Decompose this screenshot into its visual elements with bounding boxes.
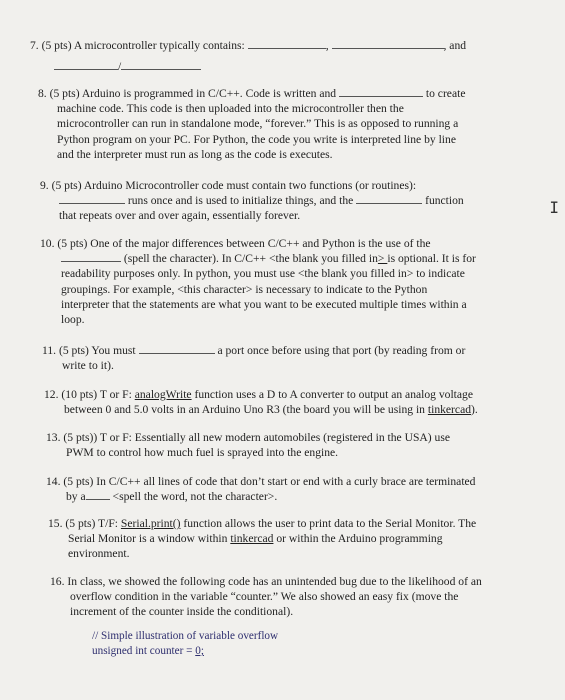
question-text: is optional. It is for <box>387 252 476 266</box>
question-text: Python program on your PC. For Python, the code you write is interpreted line by line <box>57 132 456 146</box>
question-8 <box>38 86 465 162</box>
question-number: 7. <box>30 39 39 52</box>
question-text: readability purposes only. In python, you must use <the blank you filled in> to indicate <box>61 267 465 281</box>
question-text: ). <box>471 403 478 417</box>
code-text: 0; <box>195 645 204 657</box>
question-14 <box>46 474 475 504</box>
answer-blank[interactable] <box>54 59 118 70</box>
question-text: increment of the counter inside the conditional). <box>70 605 294 619</box>
question-7 <box>30 38 466 74</box>
question-text: PWM to control how much fuel is sprayed into the engine. <box>66 446 339 460</box>
question-text: (5 pts) Arduino is programmed in C/C++. Code is written and <box>49 87 339 100</box>
question-text: write to it). <box>62 359 114 373</box>
question-number: 13. <box>46 431 61 444</box>
question-text: interpreter that the statements are what you want to be executed multiple times within a <box>61 297 467 311</box>
answer-blank[interactable] <box>139 343 215 354</box>
question-text: by a <box>66 490 86 504</box>
question-text: tinkercad <box>230 532 274 546</box>
question-number: 12. <box>44 388 59 401</box>
question-text: , <box>325 39 329 52</box>
question-text: (spell the character). In C/C++ <the blank you filled in <box>121 252 378 266</box>
question-text: microcontroller can run in standalone mode, “forever.” This is as opposed to running a <box>57 117 459 131</box>
question-number: 11. <box>42 344 57 357</box>
question-text: / <box>118 60 122 74</box>
question-text: (5 pts) In C/C++ all lines of code that don’t start or end with a curly brace are terminated <box>63 475 476 488</box>
question-11 <box>42 343 465 373</box>
answer-blank[interactable] <box>121 59 201 70</box>
question-10 <box>40 236 476 327</box>
question-text: overflow condition in the variable “counter.” We also showed an easy fix (move the <box>70 590 459 604</box>
question-text: > <box>377 252 388 266</box>
question-text: or within the Arduino programming <box>273 532 443 546</box>
answer-blank[interactable] <box>248 38 326 49</box>
code-snippet <box>92 629 278 659</box>
question-text: In class, we showed the following code has an unintended bug due to the likelihood of an <box>67 575 482 588</box>
text-cursor-icon: I <box>549 198 559 217</box>
question-text: , and <box>443 39 467 52</box>
question-text: (5 pts) You must <box>58 344 139 357</box>
question-text: groupings. For example, <this character> is necessary to indicate to the Python <box>61 282 428 296</box>
question-number: 14. <box>46 475 61 488</box>
answer-blank[interactable] <box>61 251 121 262</box>
question-text: that repeats over and over again, essentially forever. <box>59 209 301 223</box>
question-13 <box>46 430 450 460</box>
code-comment: // Simple illustration of variable overflow <box>92 630 279 642</box>
question-text: (5 pts) One of the major differences between C/C++ and Python is the use of the <box>57 237 431 250</box>
question-text: loop. <box>61 313 85 327</box>
question-text: runs once and is used to initialize things, and the <box>125 194 357 208</box>
answer-blank[interactable] <box>332 38 444 49</box>
question-16 <box>50 574 482 620</box>
code-declaration <box>92 644 278 659</box>
question-15 <box>48 516 476 562</box>
question-text: tinkercad <box>427 403 472 417</box>
question-number: 10. <box>40 237 55 250</box>
question-text: (10 pts) T or F: <box>61 388 135 401</box>
question-text: environment. <box>68 547 130 561</box>
question-9 <box>40 178 464 224</box>
question-text: Serial Monitor is a window within <box>68 532 231 546</box>
answer-blank[interactable] <box>356 193 422 204</box>
question-text: and the interpreter must run as long as the code is executes. <box>57 147 333 161</box>
question-text: machine code. This code is then uploaded into the microcontroller then the <box>57 102 404 116</box>
question-text: <spell the word, not the character>. <box>109 490 278 504</box>
question-text: a port once before using that port (by reading from or <box>214 344 466 357</box>
question-number: 8. <box>38 87 47 100</box>
answer-blank[interactable] <box>59 193 125 204</box>
question-text: function <box>422 194 464 208</box>
question-number: 16. <box>50 575 65 588</box>
question-text: (5 pts) T/F: <box>65 517 121 530</box>
question-text: (5 pts)) T or F: Essentially all new modern automobiles (registered in the USA) use <box>63 431 451 444</box>
question-text: (5 pts) Arduino Microcontroller code must contain two functions (or routines): <box>51 179 417 192</box>
question-text: (5 pts) A microcontroller typically contains: <box>41 39 248 52</box>
question-text: analogWrite <box>134 388 192 401</box>
question-text: between 0 and 5.0 volts in an Arduino Uno R3 (the board you will be using in <box>64 403 428 417</box>
question-number: 15. <box>48 517 63 530</box>
question-12 <box>44 387 478 417</box>
code-text: unsigned int counter = <box>92 645 196 657</box>
answer-blank[interactable] <box>339 86 423 97</box>
question-text: to create <box>422 87 466 100</box>
question-text: function uses a D to A converter to output an analog voltage <box>191 388 473 401</box>
question-text: function allows the user to print data to the Serial Monitor. The <box>180 517 477 530</box>
question-number: 9. <box>40 179 49 192</box>
question-text: Serial.print() <box>120 517 181 530</box>
answer-blank[interactable] <box>86 489 110 500</box>
